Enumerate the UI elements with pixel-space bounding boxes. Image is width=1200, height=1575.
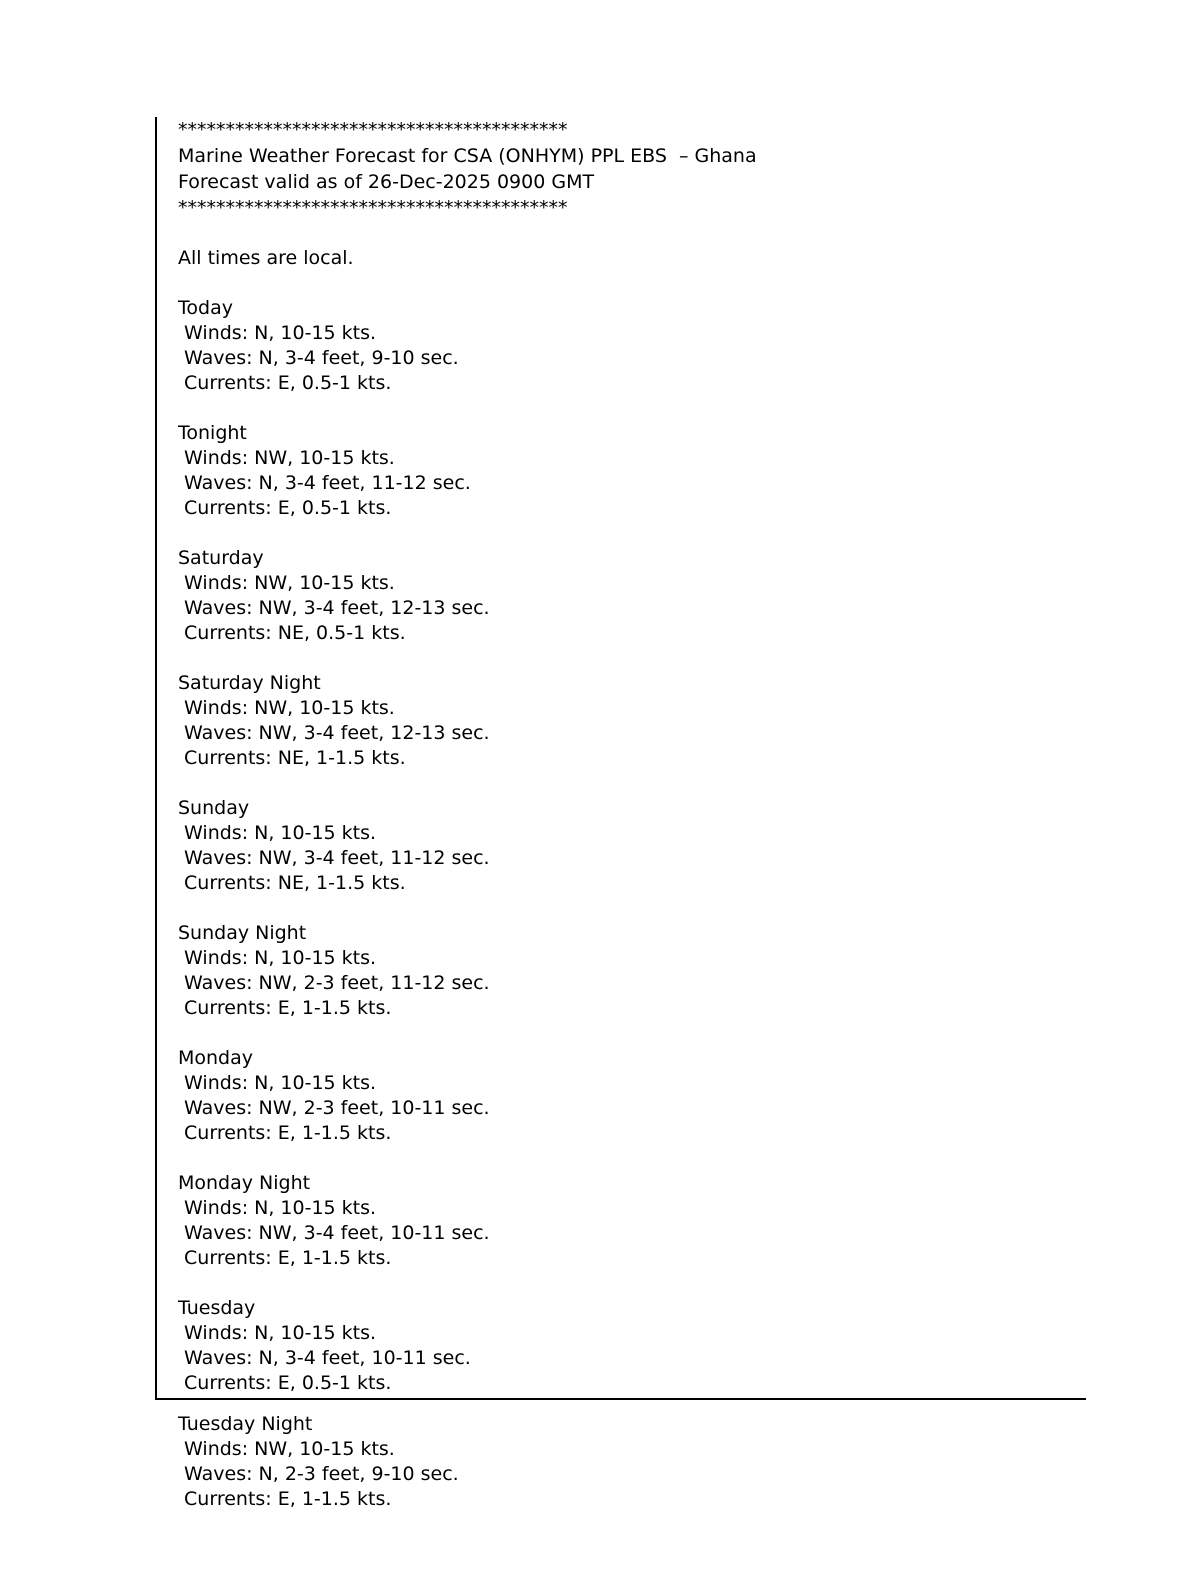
forecast-header: [178, 117, 1086, 221]
section-waves: Waves: NW, 3-4 feet, 12-13 sec.: [178, 722, 490, 744]
section-currents: Currents: E, 1-1.5 kts.: [178, 997, 392, 1019]
section-currents: Currents: E, 1-1.5 kts.: [178, 1488, 392, 1510]
forecast-section-tuesday: [178, 1296, 1086, 1396]
spacer: [178, 396, 1086, 421]
section-currents: Currents: E, 1-1.5 kts.: [178, 1247, 392, 1269]
section-winds: Winds: NW, 10-15 kts.: [178, 697, 395, 719]
asterisk-divider-top: *****************************************: [178, 119, 568, 141]
forecast-section-tuesday-night: [178, 1412, 459, 1512]
section-waves: Waves: NW, 3-4 feet, 12-13 sec.: [178, 597, 490, 619]
section-day: Monday: [178, 1047, 254, 1069]
section-day: Saturday Night: [178, 672, 321, 694]
section-currents: Currents: E, 0.5-1 kts.: [178, 1372, 392, 1394]
spacer: [178, 1271, 1086, 1296]
section-waves: Waves: N, 3-4 feet, 10-11 sec.: [178, 1347, 471, 1369]
section-waves: Waves: N, 2-3 feet, 9-10 sec.: [178, 1463, 459, 1485]
spacer: [178, 271, 1086, 296]
section-winds: Winds: NW, 10-15 kts.: [178, 572, 395, 594]
section-currents: Currents: E, 0.5-1 kts.: [178, 497, 392, 519]
forecast-text-box: [155, 117, 1086, 1400]
section-waves: Waves: N, 3-4 feet, 11-12 sec.: [178, 472, 471, 494]
section-day: Today: [178, 297, 233, 319]
forecast-box-content: [157, 117, 1086, 1396]
section-day: Sunday Night: [178, 922, 307, 944]
asterisk-divider-bottom: *****************************************: [178, 197, 568, 219]
section-winds: Winds: NW, 10-15 kts.: [178, 447, 395, 469]
section-winds: Winds: N, 10-15 kts.: [178, 822, 377, 844]
section-waves: Waves: NW, 3-4 feet, 11-12 sec.: [178, 847, 490, 869]
forecast-section-monday: [178, 1046, 1086, 1171]
section-day: Sunday: [178, 797, 250, 819]
section-day: Tuesday: [178, 1297, 256, 1319]
spacer: [178, 1146, 1086, 1171]
section-winds: Winds: N, 10-15 kts.: [178, 1322, 377, 1344]
section-day: Monday Night: [178, 1172, 311, 1194]
forecast-section-sunday-night: [178, 921, 1086, 1046]
times-note: All times are local.: [178, 247, 354, 269]
section-currents: Currents: E, 1-1.5 kts.: [178, 1122, 392, 1144]
section-day: Saturday: [178, 547, 264, 569]
forecast-section-today: [178, 296, 1086, 421]
section-waves: Waves: NW, 2-3 feet, 10-11 sec.: [178, 1097, 490, 1119]
section-winds: Winds: N, 10-15 kts.: [178, 947, 377, 969]
forecast-section-saturday-night: [178, 671, 1086, 796]
section-currents: Currents: E, 0.5-1 kts.: [178, 372, 392, 394]
forecast-section-tonight: [178, 421, 1086, 546]
spacer: [178, 521, 1086, 546]
section-day: Tonight: [178, 422, 247, 444]
spacer: [178, 896, 1086, 921]
forecast-section-monday-night: [178, 1171, 1086, 1296]
section-winds: Winds: NW, 10-15 kts.: [178, 1438, 395, 1460]
section-winds: Winds: N, 10-15 kts.: [178, 1197, 377, 1219]
section-waves: Waves: NW, 2-3 feet, 11-12 sec.: [178, 972, 490, 994]
section-waves: Waves: NW, 3-4 feet, 10-11 sec.: [178, 1222, 490, 1244]
section-waves: Waves: N, 3-4 feet, 9-10 sec.: [178, 347, 459, 369]
forecast-section-saturday: [178, 546, 1086, 671]
spacer: [178, 221, 1086, 246]
section-currents: Currents: NE, 0.5-1 kts.: [178, 622, 406, 644]
forecast-valid-line: Forecast valid as of 26-Dec-2025 0900 GMT: [178, 171, 595, 193]
forecast-title: Marine Weather Forecast for CSA (ONHYM) PPL EBS – Ghana: [178, 145, 757, 167]
spacer: [178, 771, 1086, 796]
section-currents: Currents: NE, 1-1.5 kts.: [178, 872, 406, 894]
spacer: [178, 1021, 1086, 1046]
section-winds: Winds: N, 10-15 kts.: [178, 1072, 377, 1094]
section-currents: Currents: NE, 1-1.5 kts.: [178, 747, 406, 769]
section-winds: Winds: N, 10-15 kts.: [178, 322, 377, 344]
section-day: Tuesday Night: [178, 1413, 313, 1435]
forecast-section-sunday: [178, 796, 1086, 921]
spacer: [178, 646, 1086, 671]
